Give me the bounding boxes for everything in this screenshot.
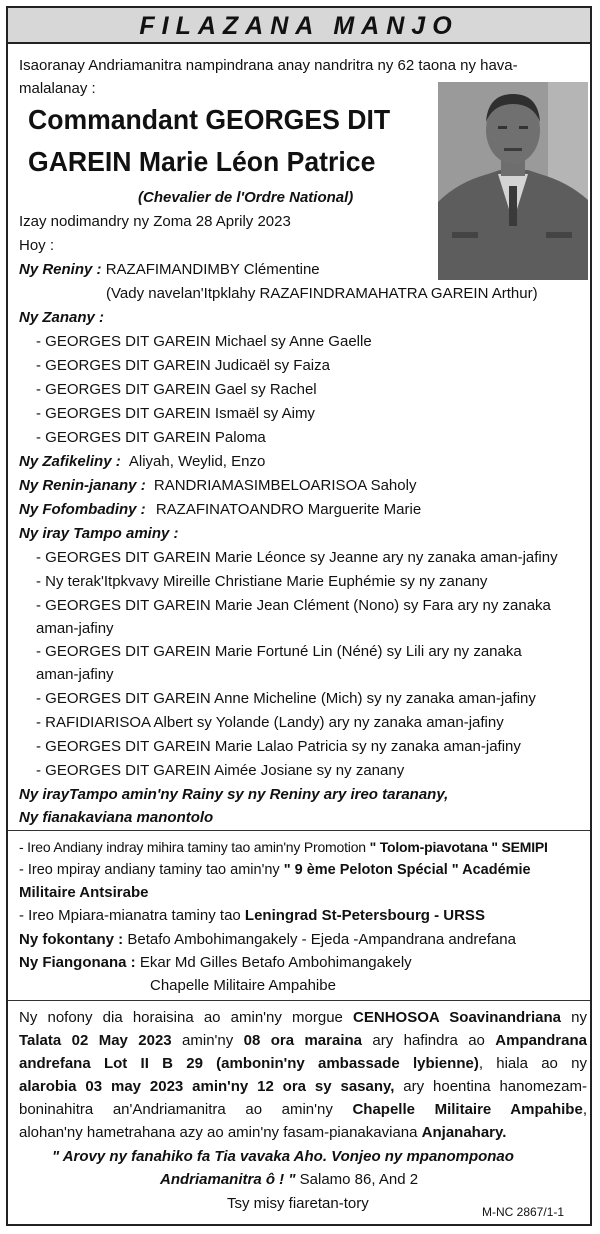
classmates-school: Leningrad St-Petersbourg - URSS	[244, 907, 485, 924]
notice-title: FILAZANA MANJO	[8, 8, 590, 44]
intro-line-2: malalanay :	[19, 80, 96, 97]
section-divider	[8, 830, 590, 831]
fofombadiny-value: RAZAFINATOANDRO Marguerite Marie	[155, 501, 422, 518]
fofombadiny-label: Ny Fofombadiny :	[19, 501, 146, 518]
funeral-text: Ny nofony dia horaisina ao amin'ny morgue	[19, 1009, 354, 1026]
deceased-honor: (Chevalier de l'Ordre National)	[138, 189, 354, 206]
hoy-label: Hoy :	[19, 237, 55, 254]
portrait-image	[438, 82, 588, 280]
deceased-portrait	[438, 82, 588, 280]
family-closing-line-1: Ny irayTampo amin'ny Rainy sy ny Reniny ary ireo taranany,	[19, 786, 449, 803]
transfer-place: Ampandrana	[495, 1032, 587, 1049]
quote-line-2	[160, 1171, 418, 1189]
promotion-line-3: Militaire Antsirabe	[19, 884, 149, 901]
tampo-item: - GEORGES DIT GAREIN Marie Léonce sy Jeanne ary ny zanaka aman-jafiny	[36, 549, 558, 566]
tampo-item: - GEORGES DIT GAREIN Marie Lalao Patricia sy ny zanaka aman-jafiny	[36, 738, 521, 755]
section-divider	[8, 1000, 590, 1001]
reniny-row	[19, 261, 320, 279]
reniny-note: (Vady navelan'Itpklahy RAZAFINDRAMAHATRA GAREIN Arthur)	[106, 285, 538, 302]
zafikeliny-row	[19, 453, 265, 471]
quote-text: Andriamanitra ô ! "	[160, 1171, 296, 1188]
funeral-text: alohan'ny hametrahana azy ao amin'ny fasam-pianakaviana	[19, 1124, 422, 1141]
peloton-name: " 9 ème Peloton Spécial " Académie	[283, 862, 531, 878]
death-date-line: Izay nodimandry ny Zoma 28 Aprily 2023	[19, 213, 291, 230]
intro-line-1: Isaoranay Andriamanitra nampindrana anay nandritra ny 62 taona ny hava-	[19, 57, 518, 74]
zafikeliny-label: Ny Zafikeliny :	[19, 453, 121, 470]
tampo-item-continuation: aman-jafiny	[36, 620, 114, 637]
funeral-text: amin'ny	[171, 1032, 244, 1049]
zanany-item: - GEORGES DIT GAREIN Ismaël sy Aimy	[36, 405, 315, 422]
reference-code: M-NC 2867/1-1	[482, 1205, 565, 1219]
promotion-line-1	[19, 838, 548, 856]
funeral-text: ary hafindra ao	[362, 1032, 496, 1049]
tampo-item: - GEORGES DIT GAREIN Aimée Josiane sy ny zanany	[36, 762, 405, 779]
deceased-name-line-2: GAREIN Marie Léon Patrice	[28, 146, 376, 177]
fiangonana-row	[19, 954, 412, 972]
quote-reference: Salamo 86, And 2	[295, 1171, 419, 1188]
fofombadiny-row	[19, 501, 421, 519]
funeral-line-3	[19, 1052, 587, 1075]
zanany-item: - GEORGES DIT GAREIN Gael sy Rachel	[36, 381, 317, 398]
tampo-item-continuation: aman-jafiny	[36, 666, 114, 683]
fokontany-row	[19, 931, 516, 949]
funeral-text: , hiala ao ny	[478, 1055, 587, 1072]
zanany-item: - GEORGES DIT GAREIN Paloma	[36, 429, 266, 446]
funeral-line-5	[19, 1098, 587, 1121]
promotion-line-2	[19, 861, 531, 879]
family-closing-line-2: Ny fianakaviana manontolo	[19, 809, 214, 826]
funeral-text: ny	[561, 1009, 587, 1026]
transfer-date: Talata 02 May 2023	[19, 1032, 172, 1049]
zanany-label: Ny Zanany :	[19, 309, 105, 326]
fiangonana-label: Ny Fiangonana :	[19, 954, 136, 971]
funeral-line-4	[19, 1075, 587, 1098]
morgue-name: CENHOSOA Soavinandriana	[353, 1009, 561, 1026]
renin-janany-row	[19, 477, 416, 495]
tampo-item: - GEORGES DIT GAREIN Marie Fortuné Lin (Néné) sy Lili ary ny zanaka	[36, 643, 522, 660]
deceased-name-line-1: Commandant GEORGES DIT	[28, 104, 391, 135]
promotion-text: - Ireo Andiany indray mihira taminy tao amin'ny Promotion	[19, 839, 370, 855]
tampo-label: Ny iray Tampo aminy :	[19, 525, 179, 542]
peloton-text: - Ireo mpiray andiany taminy tao amin'ny	[19, 862, 284, 878]
renin-janany-label: Ny Renin-janany :	[19, 477, 146, 494]
funeral-text: boninahitra an'Andriamanitra ao amin'ny	[19, 1101, 353, 1118]
tampo-item: - RAFIDIARISOA Albert sy Yolande (Landy) ary ny zanaka aman-jafiny	[36, 714, 504, 731]
funeral-text: ary hoentina hanomezam-	[394, 1078, 587, 1095]
chapel-name: Chapelle Militaire Ampahibe	[352, 1101, 583, 1118]
closing-line: Tsy misy fiaretan-tory	[227, 1195, 369, 1212]
promotion-name: " Tolom-piavotana " SEMIPI	[369, 839, 548, 855]
tampo-item: - GEORGES DIT GAREIN Anne Micheline (Mich) sy ny zanaka aman-jafiny	[36, 690, 536, 707]
funeral-line-6	[19, 1121, 587, 1144]
reniny-label: Ny Reniny :	[19, 261, 102, 278]
quote-line-1: " Arovy ny fanahiko fa Tia vavaka Aho. Vonjeo ny mpanomponao	[52, 1148, 514, 1165]
zanany-item: - GEORGES DIT GAREIN Michael sy Anne Gaelle	[36, 333, 372, 350]
fokontany-value: Betafo Ambohimangakely - Ejeda -Ampandrana andrefana	[127, 931, 516, 948]
fiangonana-value-2: Chapelle Militaire Ampahibe	[150, 977, 336, 994]
funeral-line-1	[19, 1006, 587, 1029]
funeral-text: ,	[582, 1101, 587, 1118]
transfer-time: 08 ora maraina	[243, 1032, 362, 1049]
tampo-item: - Ny terak'Itpkvavy Mireille Christiane Marie Euphémie sy ny zanany	[36, 573, 488, 590]
zanany-item: - GEORGES DIT GAREIN Judicaël sy Faiza	[36, 357, 330, 374]
classmates-text: - Ireo Mpiara-mianatra taminy tao	[19, 907, 245, 924]
fokontany-label: Ny fokontany :	[19, 931, 124, 948]
zafikeliny-value: Aliyah, Weylid, Enzo	[128, 453, 266, 470]
fiangonana-value-1: Ekar Md Gilles Betafo Ambohimangakely	[139, 954, 412, 971]
funeral-paragraph	[19, 1006, 587, 1144]
promotion-line-4	[19, 907, 485, 925]
burial-place: Anjanahary.	[421, 1124, 507, 1141]
renin-janany-value: RANDRIAMASIMBELOARISOA Saholy	[153, 477, 417, 494]
tampo-item: - GEORGES DIT GAREIN Marie Jean Clément (Nono) sy Fara ary ny zanaka	[36, 597, 551, 614]
funeral-line-2	[19, 1029, 587, 1052]
reniny-value: RAZAFIMANDIMBY Clémentine	[105, 261, 320, 278]
departure-datetime: alarobia 03 may 2023 amin'ny 12 ora sy sasany,	[19, 1078, 395, 1095]
transfer-address: andrefana Lot II B 29 (ambonin'ny ambassade lybienne)	[19, 1055, 479, 1072]
